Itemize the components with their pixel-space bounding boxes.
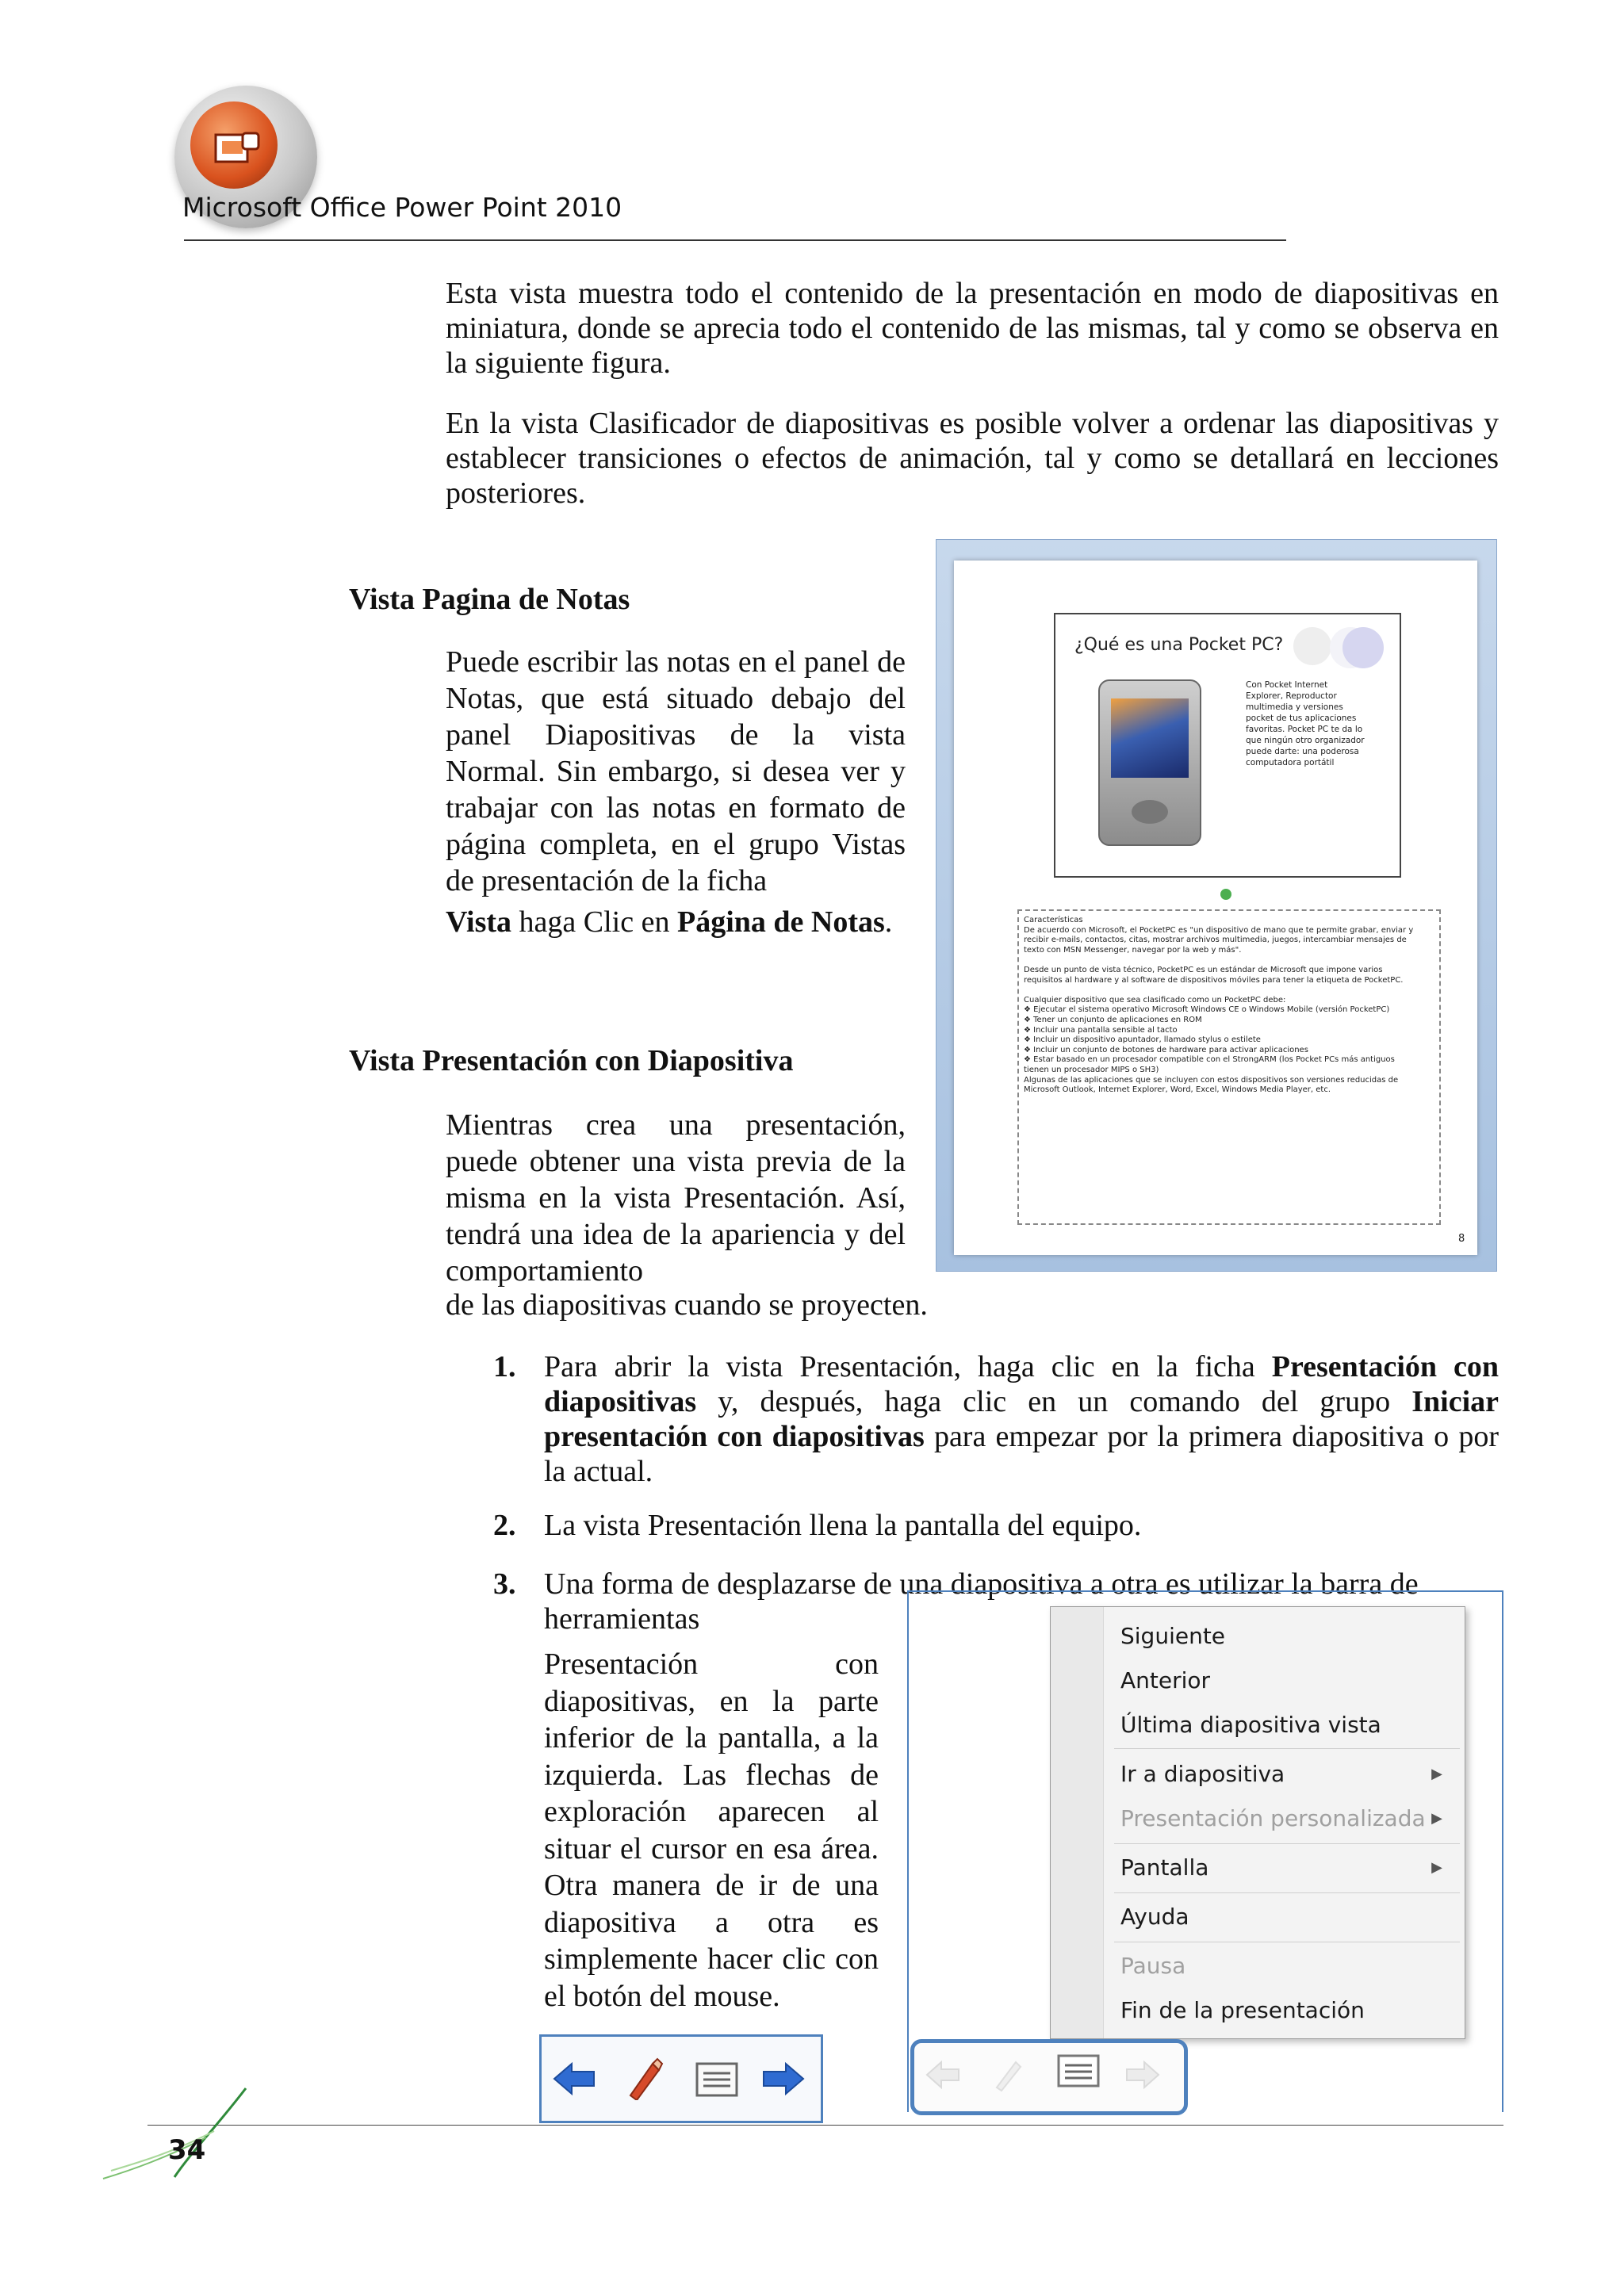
notes-line: Cualquier dispositivo que sea clasificado como un PocketPC debe: [1024, 995, 1286, 1004]
slideshow-body: Mientras crea una presentación, puede obtener una vista previa de la misma en la vista Presentación. Así, tendrá una idea de la apariencia y del comportamiento [446, 1108, 906, 1288]
menu-item-fin-presentacion[interactable]: Fin de la presentación [1120, 1997, 1365, 2023]
footer-decoration-icon [95, 2082, 254, 2185]
notes-line: Características [1024, 916, 1083, 924]
header-rule [184, 239, 1286, 241]
pen-icon[interactable] [992, 2057, 1024, 2092]
notes-line: ❖ Incluir un dispositivo apuntador, llamado stylus o estilete [1024, 1035, 1261, 1045]
notes-line: recibir e-mails, contactos, citas, mostrar archivos multimedia, juegos, intercambiar mensajes de [1024, 936, 1407, 945]
slideshow-toolbar-faded[interactable] [910, 2039, 1188, 2115]
list-num-3: 3. [493, 1567, 516, 1601]
page-number: 34 [168, 2134, 206, 2166]
menu-icon[interactable] [1057, 2054, 1100, 2092]
list-item-3-body: Presentación con diapositivas, en la parte inferior de la pantalla, a la izquierda. Las flechas de exploración aparecen al situar el cursor en esa área. Otra manera de ir de una diapositiva a otra es simplemente hacer clic con el botón del mouse. [544, 1647, 879, 2013]
list-item-3-line1: Una forma de desplazarse de una diapositiva a otra es utilizar la barra de [544, 1567, 1419, 1601]
notes-line: requisitos al hardware y al software de dispositivos móviles para tener la etiqueta de PocketPC. [1024, 975, 1404, 985]
notes-line [1024, 985, 1436, 996]
notes-page [954, 561, 1477, 1255]
slide-thumbnail [1054, 613, 1401, 878]
notes-line: tienen un procesador MIPS o SH3) [1024, 1065, 1159, 1074]
slide-bullet: Con Pocket Internet Explorer, Reproductor multimedia y versiones pocket de tus aplicaciones favoritas. Pocket PC te da lo que ningún otro organizador puede darte: una poderosa computadora portátil [1246, 680, 1365, 767]
submenu-arrow-icon: ▶ [1431, 1810, 1442, 1827]
menu-item-presentacion-personalizada: Presentación personalizada [1120, 1805, 1426, 1831]
notes-line: texto con MSN Messenger, navegar por la web y más". [1024, 945, 1242, 955]
notes-line: ❖ Tener un conjunto de aplicaciones en ROM [1024, 1015, 1202, 1024]
rotation-handle[interactable] [1220, 889, 1231, 900]
submenu-arrow-icon: ▶ [1431, 1859, 1442, 1876]
notes-line: Algunas de las aplicaciones que se incluyen con estos dispositivos son versiones reducidas de [1024, 1075, 1399, 1085]
context-menu-figure [907, 1590, 1503, 2112]
arrow-right-icon[interactable] [1122, 2059, 1162, 2091]
menu-item-ir-a-diapositiva[interactable]: Ir a diapositiva [1120, 1761, 1285, 1787]
notes-line: ❖ Estar basado en un procesador compatible con el StrongARM (los Pocket PCs más antiguos [1024, 1055, 1395, 1065]
slideshow-toolbar [539, 2034, 823, 2123]
intro-paragraph-1: Esta vista muestra todo el contenido de la presentación en modo de diapositivas en miniatura, donde se aprecia todo el contenido de las mismas, tal y como se observa en la siguiente figura. [446, 277, 1499, 380]
notes-textbox[interactable] [1017, 909, 1441, 1225]
slide-title: ¿Qué es una Pocket PC? [1074, 635, 1284, 655]
intro-paragraph-2: En la vista Clasificador de diapositivas es posible volver a ordenar las diapositivas y establecer transiciones o efectos de animación, tal y como se detallará en lecciones posteriores. [446, 407, 1499, 510]
decor-circle-1 [1293, 627, 1331, 665]
footer-rule [147, 2125, 1503, 2126]
notes-page-number: 8 [1458, 1233, 1465, 1245]
menu-item-anterior[interactable]: Anterior [1120, 1667, 1211, 1693]
context-menu [1050, 1606, 1465, 2039]
notes-line [1024, 955, 1436, 966]
list-item-3-line2: herramientas [544, 1602, 700, 1636]
menu-item-pausa: Pausa [1120, 1953, 1186, 1979]
menu-separator [1114, 1843, 1460, 1844]
decor-circle-3 [1342, 627, 1384, 668]
notes-page-figure [936, 539, 1497, 1272]
notes-line: Desde un punto de vista técnico, PocketPC es un estándar de Microsoft que impone varios [1024, 965, 1383, 974]
pen-icon[interactable] [626, 2056, 664, 2100]
menu-icon[interactable] [695, 2062, 738, 2099]
list-item-2: La vista Presentación llena la pantalla del equipo. [544, 1509, 1142, 1542]
notes-line: ❖ Incluir un conjunto de botones de hardware para activar aplicaciones [1024, 1045, 1308, 1054]
arrow-left-icon[interactable] [551, 2061, 597, 2097]
notes-line: Microsoft Outlook, Internet Explorer, Word, Excel, Windows Media Player, etc. [1024, 1085, 1331, 1095]
list-num-2: 2. [493, 1509, 516, 1542]
menu-separator [1114, 1892, 1460, 1893]
slideshow-body-cont: de las diapositivas cuando se proyecten. [446, 1288, 928, 1322]
notes-line: De acuerdo con Microsoft, el PocketPC es "un dispositivo de mano que te permite grabar, enviar y [1024, 925, 1414, 935]
notes-text [1024, 916, 1436, 1096]
header-title: Microsoft Office Power Point 2010 [182, 192, 622, 223]
notes-line: ❖ Ejecutar el sistema operativo Microsoft Windows CE o Windows Mobile (versión PocketPC) [1024, 1005, 1390, 1015]
list-num-1: 1. [493, 1350, 516, 1383]
arrow-left-icon[interactable] [924, 2059, 963, 2091]
list-item-1: Para abrir la vista Presentación, haga clic en la ficha Presentación con diapositivas y, después, haga clic en un comando del grupo Iniciar presentación con diapositivas para empezar por la primera diapositiva o por la actual. [544, 1350, 1500, 1488]
menu-item-ultima-vista[interactable]: Última diapositiva vista [1120, 1712, 1381, 1738]
slideshow-heading: Vista Presentación con Diapositiva [349, 1044, 794, 1077]
notes-body: Puede escribir las notas en el panel de Notas, que está situado debajo del panel Diapositivas de la vista Normal. Sin embargo, si desea ver y trabajar con las notas en formato de página completa, en el grupo Vistas de presentación de la ficha [446, 645, 906, 897]
notes-body-end: Vista haga Clic en Página de Notas. [446, 905, 893, 939]
submenu-arrow-icon: ▶ [1431, 1766, 1442, 1782]
pocket-pc-image [1098, 679, 1201, 846]
notes-heading: Vista Pagina de Notas [349, 583, 630, 616]
menu-item-pantalla[interactable]: Pantalla [1120, 1854, 1209, 1881]
menu-separator [1114, 1748, 1460, 1749]
menu-item-siguiente[interactable]: Siguiente [1120, 1623, 1226, 1649]
notes-line: ❖ Incluir una pantalla sensible al tacto [1024, 1025, 1178, 1035]
arrow-right-icon[interactable] [760, 2061, 806, 2097]
menu-item-ayuda[interactable]: Ayuda [1120, 1904, 1189, 1930]
